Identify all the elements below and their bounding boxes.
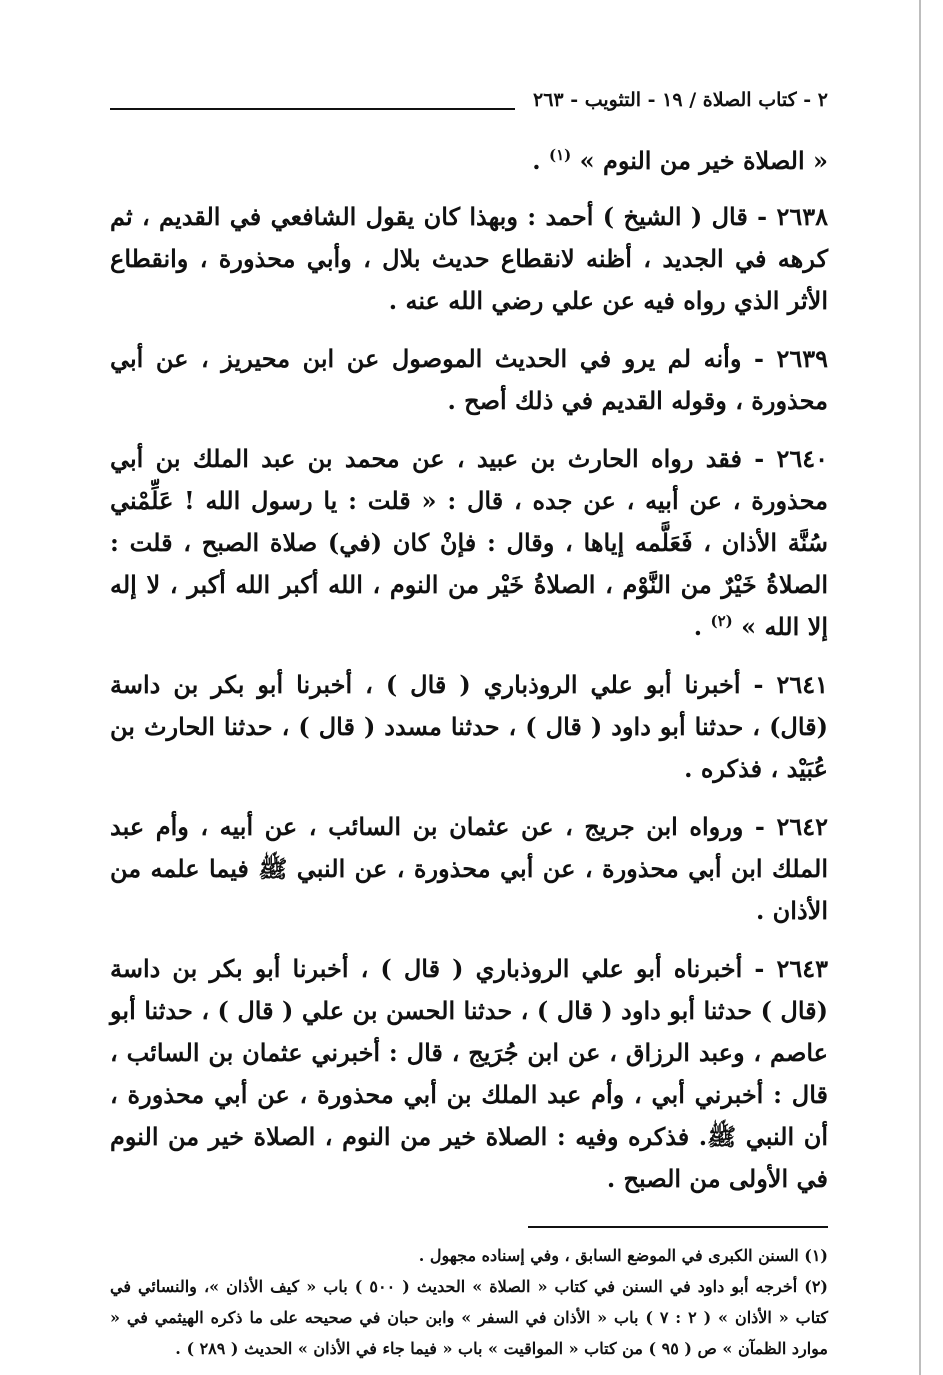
footnote-2: (٢) أخرجه أبو داود في السنن في كتاب « الصلاة » الحديث ( ٥٠٠ ) باب « كيف الأذان »، والنسائي في كتاب « الأذان » ( ٢ : ٧ ) باب « الأذان في السفر » وابن حبان في صحيحه على ما ذكره الهيثمي في « موارد الظمآن » ص ( ٩٥ ) من كتاب « المواقيت » باب « فيما جاء في الأذان » الحديث ( ٢٨٩ ) . [110,1277,829,1358]
paragraph-text: ٢٦٤٠ - فقد رواه الحارث بن عبيد ، عن محمد بن عبد الملك بن أبي محذورة ، عن أبيه ، عن جده ، قال : « قلت : يا رسول الله ! عَلِّمْني سُنَّة الأذان ، فَعَلَّمه إياها ، وقال : فإنْ كان (في) صلاة الصبح ، قلت : الصلاةُ خَيْرٌ من النَّوْم ، الصلاةُ خَيْر من النوم ، الله أكبر الله أكبر ، لا إله إلا الله » [110,444,829,641]
header-rule [110,108,515,110]
paragraph-2640 [110,438,828,648]
paragraph-2638: ٢٦٣٨ - قال ( الشيخ ) أحمد : وبهذا كان يقول الشافعي في القديم ، ثم كرهه في الجديد ، أظنه لانقطاع حديث بلال ، وأبي محذورة ، وانقطاع الأثر الذي رواه فيه عن علي رضي الله عنه . [110,202,828,315]
header-title: ٢ - كتاب الصلاة / ١٩ - التثويب - ٢٦٣ [533,89,828,111]
paragraph-tail: . [532,146,549,175]
page-edge-line [919,0,921,1375]
footnote-ref-2: (٢) [710,612,733,630]
paragraph-tail: . [693,612,711,641]
book-page [110,82,828,1364]
paragraph-2642: ٢٦٤٢ - ورواه ابن جريج ، عن عثمان بن السائب ، عن أبيه ، وأم عبد الملك ابن أبي محذورة ، عن أبي محذورة ، عن النبي ﷺ فيما علمه من الأذان . [110,812,828,925]
running-header [110,82,828,112]
paragraph-2643: ٢٦٤٣ - أخبرناه أبو علي الروذباري ( قال ) ، أخبرنا أبو بكر بن داسة (قال ) حدثنا أبو داود ( قال ) ، حدثنا الحسن بن علي ( قال ) ، حدثنا أبو عاصم ، وعبد الرزاق ، عن ابن جُرَيج ، قال : أخبرني عثمان بن السائب ، قال : أخبرني أبي ، وأم عبد الملك بن أبي محذورة ، عن أبي محذورة ، أن النبي ﷺ. فذكره وفيه : الصلاة خير من النوم ، الصلاة خير من النوم في الأولى من الصبح . [110,954,828,1193]
paragraph-quote [110,140,828,182]
footnote-separator [528,1226,828,1228]
footnote-ref-1: (١) [548,146,572,164]
paragraph-text: « الصلاة خير من النوم » [579,146,828,175]
paragraph-2641: ٢٦٤١ - أخبرنا أبو علي الروذباري ( قال ) ، أخبرنا أبو بكر بن داسة (قال) ، حدثنا أبو داود ( قال ) ، حدثنا مسدد ( قال ) ، حدثنا الحارث بن عُبَيْد ، فذكره . [110,670,828,783]
footnote-1: (١) السنن الكبرى في الموضع السابق ، وفي إسناده مجهول . [418,1246,828,1265]
paragraph-2639: ٢٦٣٩ - وأنه لم يرو في الحديث الموصول عن ابن محيريز ، عن أبي محذورة ، وقوله القديم في ذلك أصح . [110,344,829,415]
